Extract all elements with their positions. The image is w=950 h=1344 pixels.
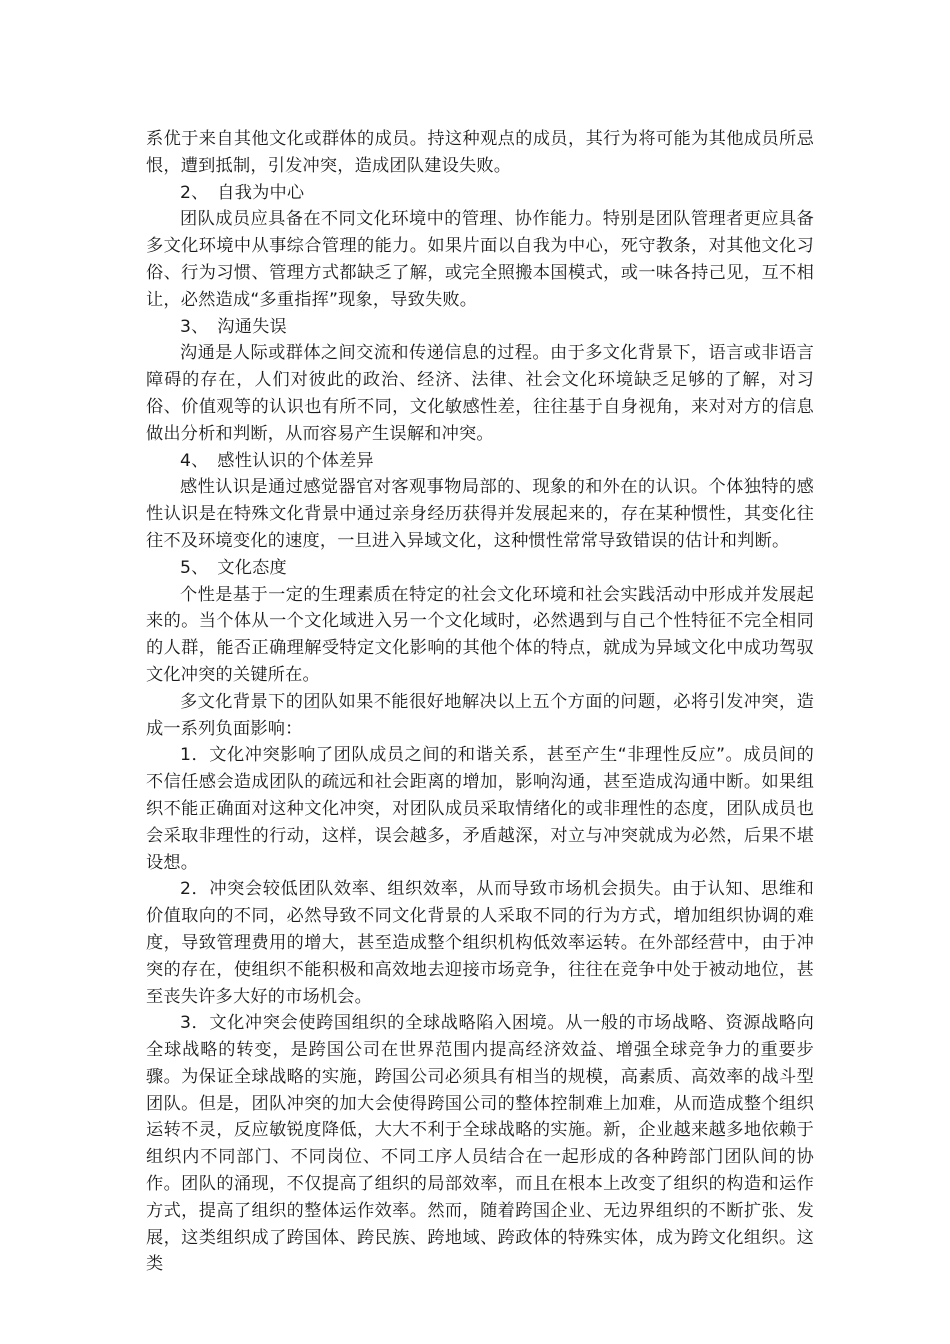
paragraph-perception: 感性认识是通过感觉器官对客观事物局部的、现象的和外在的认识。个体独特的感性认识是在特殊文化背景中通过亲身经历获得并发展起来的，存在某种惯性，其变化往往不及环境变化的速度，一旦进入异域文化，这种惯性常常导致错误的估计和判断。 (146, 477, 814, 551)
section-heading-2: 2、 自我为中心 (180, 182, 305, 203)
paragraph-cultural-attitude: 个性是基于一定的生理素质在特定的社会文化环境和社会实践活动中形成并发展起来的。当个体从一个文化域进入另一个文化域时，必然遇到与自己个性特征不完全相同的人群，能否正确理解受特定文化影响的其他个体的特点，就成为异域文化中成功驾驭文化冲突的关键所在。 (146, 584, 814, 685)
paragraph-summary: 多文化背景下的团队如果不能很好地解决以上五个方面的问题，必将引发冲突，造成一系列负面影响： (146, 691, 814, 739)
paragraph-impact-3: 3．文化冲突会使跨国组织的全球战略陷入困境。从一般的市场战略、资源战略向全球战略的转变，是跨国公司在世界范围内提高经济效益、增强全球竞争力的重要步骤。为保证全球战略的实施，跨国公司必须具有相当的规模，高素质、高效率的战斗型团队。但是，团队冲突的加大会使得跨国公司的整体控制难上加难，从而造成整个组织运转不灵，反应敏锐度降低，大大不利于全球战略的实施。新，企业越来越多地依赖于组织内不同部门、不同岗位、不同工序人员结合在一起形成的各种跨部门团队间的协作。团队的涌现，不仅提高了组织的局部效率，而且在根本上改变了组织的构造和运作方式，提高了组织的整体运作效率。然而，随着跨国企业、无边界组织的不断扩张、发展，这类组织成了跨国体、跨民族、跨地域、跨政体的特殊实体，成为跨文化组织。这类 (146, 1013, 814, 1275)
paragraph-intro-continuation: 系优于来自其他文化或群体的成员。持这种观点的成员，其行为将可能为其他成员所忌恨，遭到抵制，引发冲突，造成团队建设失败。 (146, 129, 814, 176)
paragraph-impact-1: 1．文化冲突影响了团队成员之间的和谐关系，甚至产生“非理性反应”。成员间的不信任感会造成团队的疏远和社会距离的增加，影响沟通，甚至造成沟通中断。如果组织不能正确面对这种文化冲突，对团队成员采取情绪化的或非理性的态度，团队成员也会采取非理性的行动，这样，误会越多，矛盾越深，对立与冲突就成为必然，后果不堪设想。 (146, 745, 814, 873)
document-page (146, 126, 814, 1278)
section-heading-4: 4、 感性认识的个体差异 (180, 450, 374, 471)
section-heading-5: 5、 文化态度 (180, 557, 287, 578)
paragraph-self-centered: 团队成员应具备在不同文化环境中的管理、协作能力。特别是团队管理者更应具备多文化环境中从事综合管理的能力。如果片面以自我为中心，死守教条，对其他文化习俗、行为习惯、管理方式都缺乏了解，或完全照搬本国模式，或一味各持己见，互不相让，必然造成“多重指挥”现象，导致失败。 (146, 209, 814, 310)
paragraph-impact-2: 2．冲突会较低团队效率、组织效率，从而导致市场机会损失。由于认知、思维和价值取向的不同，必然导致不同文化背景的人采取不同的行为方式，增加组织协调的难度，导致管理费用的增大，甚至造成整个组织机构低效率运转。在外部经营中，由于冲突的存在，使组织不能积极和高效地去迎接市场竞争，往往在竞争中处于被动地位，甚至丧失许多大好的市场机会。 (146, 879, 814, 1007)
section-heading-3: 3、 沟通失误 (180, 316, 287, 337)
paragraph-communication: 沟通是人际或群体之间交流和传递信息的过程。由于多文化背景下，语言或非语言障碍的存在，人们对彼此的政治、经济、法律、社会文化环境缺乏足够的了解，对习俗、价值观等的认识也有所不同，文化敏感性差，往往基于自身视角，来对对方的信息做出分析和判断，从而容易产生误解和冲突。 (146, 343, 814, 444)
